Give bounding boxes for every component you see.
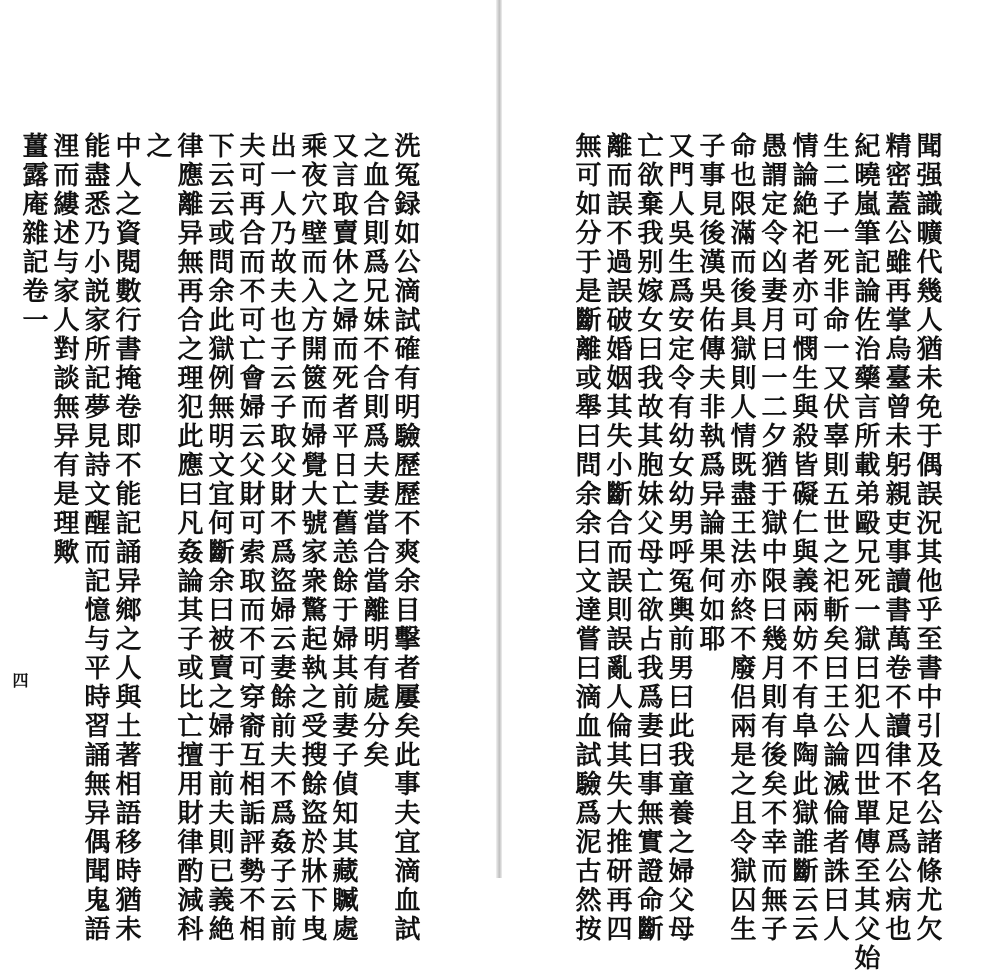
text-line: 下云云或問余此獄例無明文宜何斷余曰被賣之婦于前夫則已義絶 [204,132,234,944]
text-line: 中人之資閱數行書掩卷即不能記誦异鄉之人與土著相語移時猶未 [111,132,141,944]
text-line: 離而誤不過誤破婚姻其失小斷合而誤則誤亂人倫其失大推研再四 [602,132,632,944]
text-line: 又言取賣休之婦而死者平日亡舊恙餘于婦其前妻子偵知其藏贓處 [328,132,358,944]
text-line: 之血合則爲兄妹不合則爲夫妻當合當離明有處分矣 [359,132,389,770]
text-line: 愚謂定令凶妻月曰一二夕猶于獄中限曰幾月則有後矣不幸而無子 [757,132,787,944]
text-line: 亡欲棄我别嫁女曰我故其胞妹父母亡欲占我爲妻曰事無實證命斷 [633,132,663,944]
right-page-text [570,132,942,973]
left-page-text [17,132,420,944]
text-line: 生二子一死非命一又伏辜則五世之祀斬矣曰王公論滅倫者誅曰人 [819,132,849,944]
text-line: 又門人吳生爲安定令有幼女幼男呼冤輿前男曰此我童養之婦父母 [664,132,694,944]
text-line: 情論絶祀者亦可憫生與殺皆礙仁與義兩妨不有阜陶此獄誰斷云云 [788,132,818,944]
chapter-end-title: 薑露庵雜記卷一 [18,132,48,335]
page-number: 四 [10,672,29,688]
text-line: 能盡悉乃小説家所記夢見詩文醒而記憶与平時習誦無异偶聞鬼語 [80,132,110,944]
text-line: 命也限滿而後具獄則人情既盡王法亦終不廢侣兩是之且令獄囚生 [726,132,756,944]
text-line: 無可如分于是斷離或舉曰問余余曰文達嘗曰滴血試驗爲泥古然按 [571,132,601,944]
text-line: 精密蓋公雖再掌烏臺曾未躬親吏事讀書萬卷不讀律不足爲公病也 [881,132,911,944]
right-page [502,0,1000,973]
text-line: 聞强識曠代幾人猶未免于偶誤況其他乎至書中引及名公諸條尤欠 [912,132,942,944]
text-line: 乘夜穴壁而入方開篋而婦覺大號家衆驚起執之受搜餘盜於牀下曳 [297,132,327,944]
text-line: 夫可再合而不可亡會婦云父財可索取而不可穿窬互相詬評勢不相 [235,132,265,944]
text-line: 浬而縷述与家人對談無异有是理歟 [49,132,79,567]
text-line: 子事見後漢吳佑傳夫非執爲异論果何如耶 [695,132,725,654]
text-line: 出一人乃故夫也子云子取父財不爲盜婦云妻餘前夫不爲姦子云前 [266,132,296,944]
text-line: 律應離异無再合之理犯此應曰凡姦論其子或比亡擅用財律酌減科 [173,132,203,944]
left-page [0,0,498,944]
text-line: 洗冤録如公滴試確有明驗歷歷不爽余目擊者屢矣此事夫宜滴血試 [390,132,420,944]
text-line: 之 [142,132,172,161]
text-line: 紀曉嵐筆記論佐治藥言所載弟毆兄死一獄曰犯人四世單傳至其父始 [850,132,880,973]
